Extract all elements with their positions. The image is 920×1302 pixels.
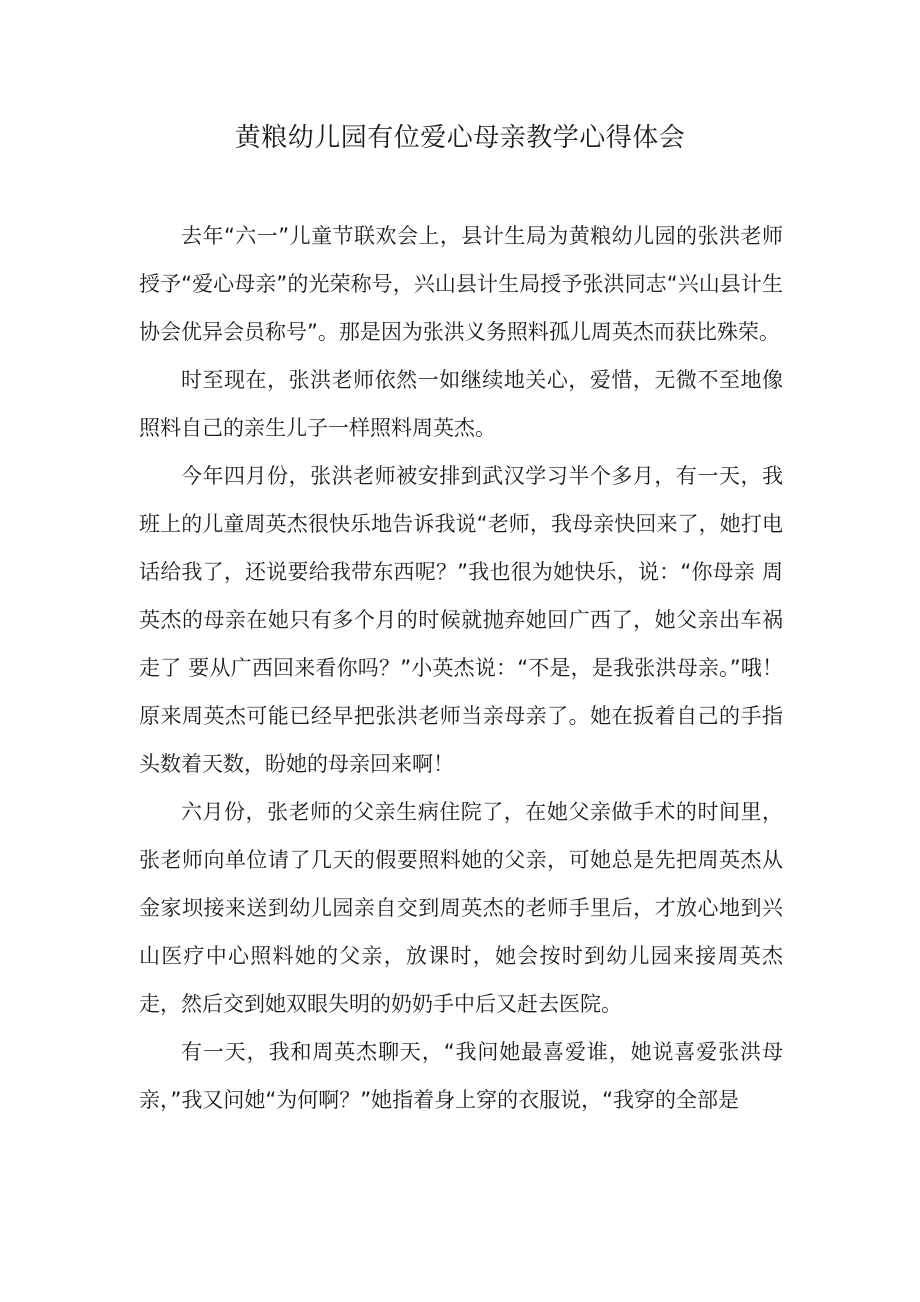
paragraph-5: 有一天，我和周英杰聊天，“我问她最喜爱谁，她说喜爱张洪母亲，”我又问她“为何啊？”她指着身上穿的衣服说，“我穿的全部是 xyxy=(139,1040,783,1112)
document-title: 黄粮幼儿园有位爱心母亲教学心得体会 xyxy=(234,123,686,153)
document-body xyxy=(139,212,783,1124)
paragraph-2: 时至现在，张洪老师依然一如继续地关心，爱惜，无微不至地像照料自己的亲生儿子一样照料周英杰。 xyxy=(139,368,783,440)
paragraph-3: 今年四月份，张洪老师被安排到武汉学习半个多月，有一天，我班上的儿童周英杰很快乐地告诉我说“老师，我母亲快回来了，她打电话给我了，还说要给我带东西呢？”我也很为她快乐，说：“你母亲 周英杰的母亲在她只有多个月的时候就抛弃她回广西了，她父亲出车祸走了 要从广西回来看你吗？”小英杰说：“不是，是我张洪母亲。”哦！原来周英杰可能已经早把张洪老师当亲母亲了。她在扳着自己的手指头数着天数，盼她的母亲回来啊！ xyxy=(139,464,783,776)
paragraph-1: 去年“六一”儿童节联欢会上，县计生局为黄粮幼儿园的张洪老师授予“爱心母亲”的光荣称号，兴山县计生局授予张洪同志“兴山县计生协会优异会员称号”。那是因为张洪义务照料孤儿周英杰而获比殊荣。 xyxy=(139,224,783,344)
paragraph-4: 六月份，张老师的父亲生病住院了，在她父亲做手术的时间里，张老师向单位请了几天的假要照料她的父亲，可她总是先把周英杰从金家坝接来送到幼儿园亲自交到周英杰的老师手里后，才放心地到兴山医疗中心照料她的父亲，放课时，她会按时到幼儿园来接周英杰走，然后交到她双眼失明的奶奶手中后又赶去医院。 xyxy=(139,800,783,1016)
